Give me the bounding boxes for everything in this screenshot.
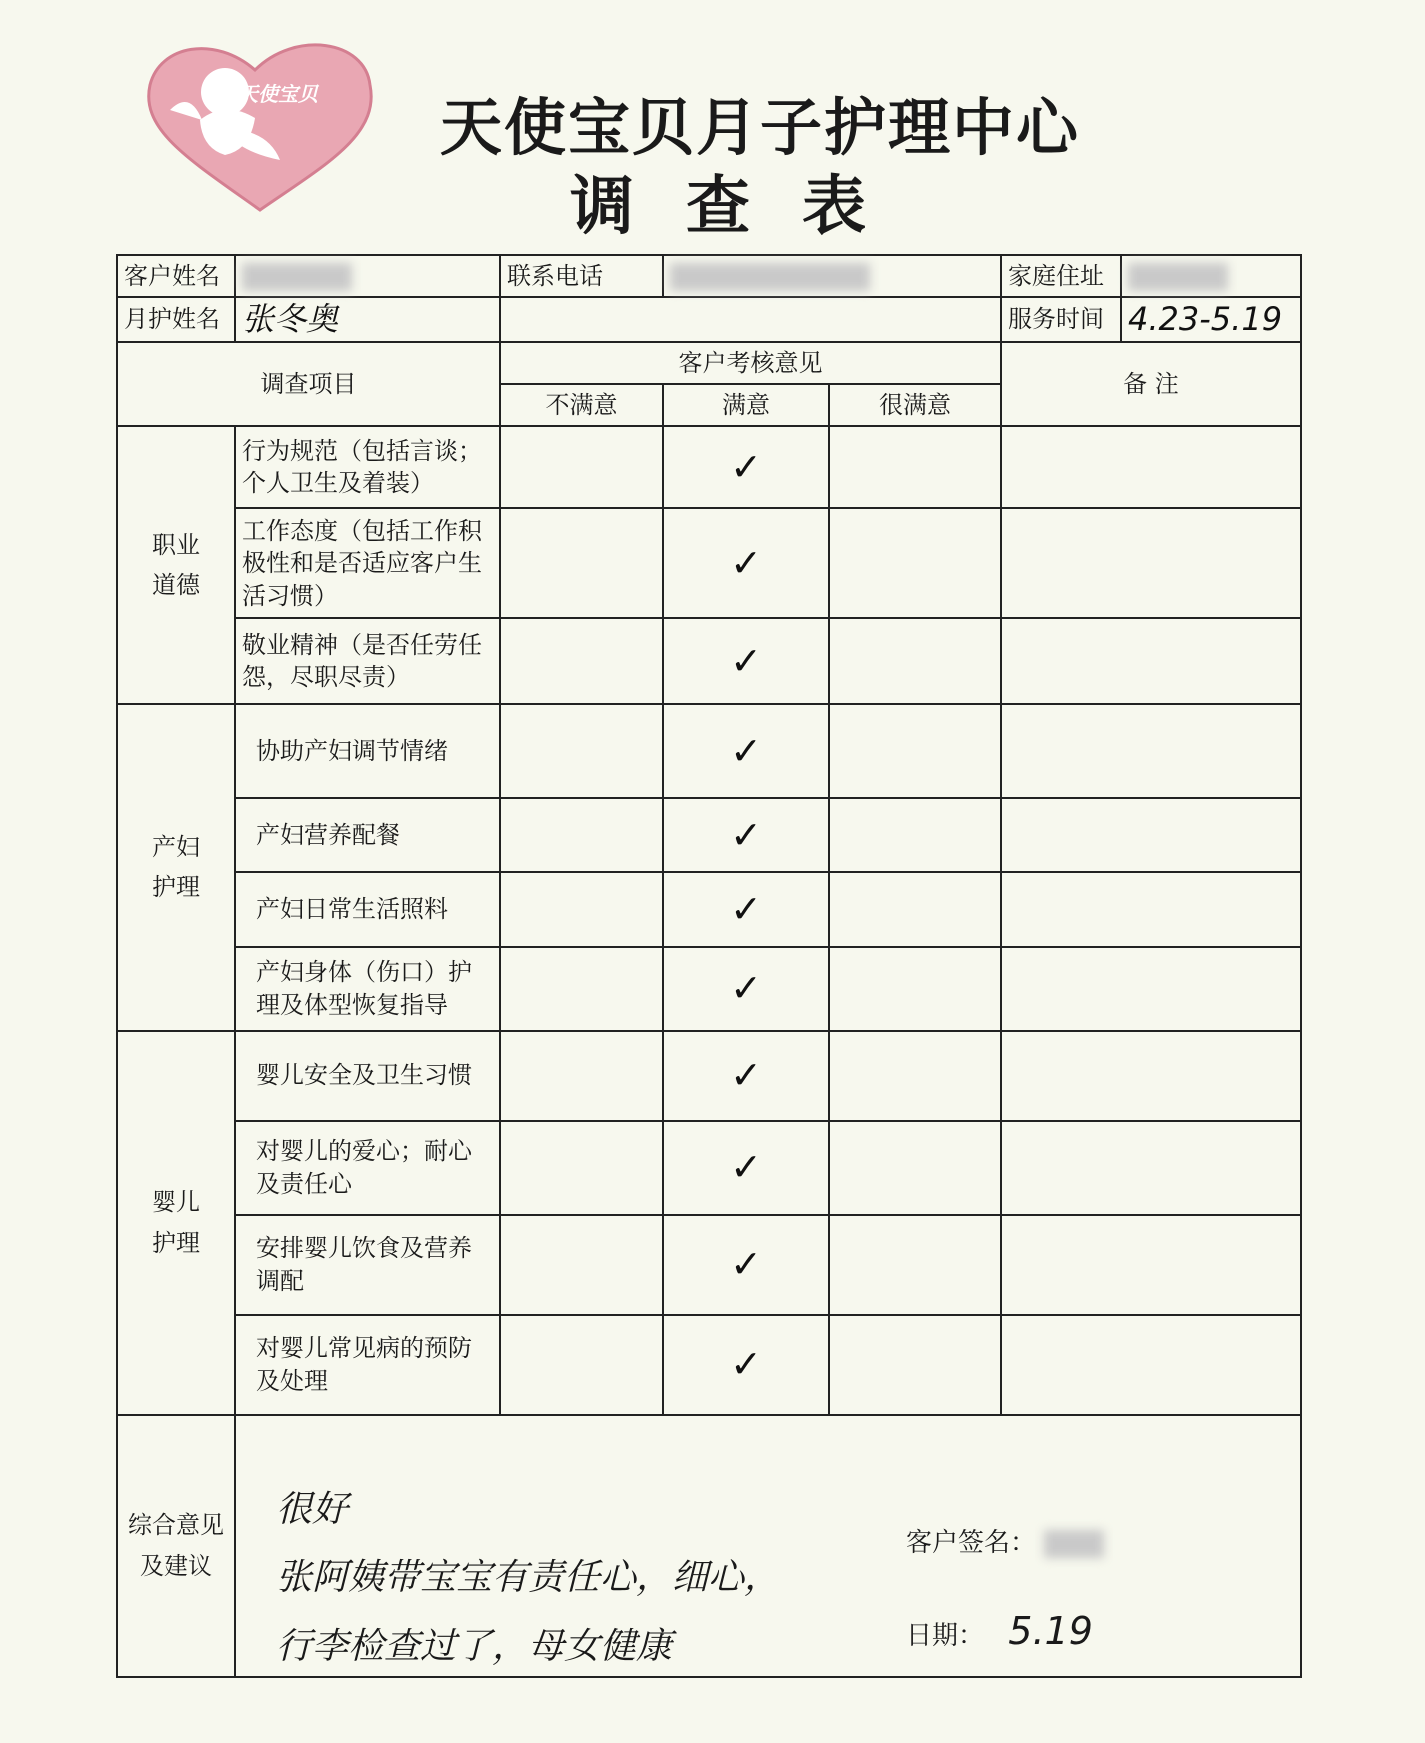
satisfied-check-mark[interactable]: ✓ — [663, 1215, 829, 1315]
comment-line: 行李检查过了，母女健康 — [276, 1625, 673, 1667]
satisfied-check-mark[interactable]: ✓ — [663, 947, 829, 1031]
unsatisfied-cell[interactable] — [500, 426, 663, 508]
nurse-name-value: 张冬奥 — [235, 297, 500, 342]
date-label: 日期： — [906, 1620, 985, 1651]
date-value: 5.19 — [1008, 1608, 1093, 1653]
category-line: 婴儿 — [152, 1187, 200, 1216]
unsatisfied-cell[interactable] — [500, 1315, 663, 1415]
survey-item-text: 行为规范（包括言谈；个人卫生及着装） — [235, 426, 500, 508]
unsatisfied-cell[interactable] — [500, 1215, 663, 1315]
handwritten-comments — [276, 1476, 780, 1681]
document-subtitle: 调查表 — [570, 170, 918, 244]
very-satisfied-cell[interactable] — [829, 1315, 1001, 1415]
remarks-cell[interactable] — [1001, 1031, 1301, 1121]
unsatisfied-cell[interactable] — [500, 508, 663, 618]
signature-field — [906, 1526, 1104, 1561]
table-row — [117, 872, 1301, 946]
table-row — [117, 947, 1301, 1031]
remarks-cell[interactable] — [1001, 947, 1301, 1031]
address-value — [1121, 255, 1301, 297]
satisfied-check-mark[interactable]: ✓ — [663, 798, 829, 872]
comment-line: 张阿姨带宝宝有责任心，细心， — [276, 1557, 781, 1599]
satisfied-check-mark[interactable]: ✓ — [663, 1121, 829, 1215]
summary-row — [117, 1415, 1301, 1677]
survey-item-text: 婴儿安全及卫生习惯 — [235, 1031, 500, 1121]
info-row-2-blank — [500, 297, 1001, 342]
survey-item-text: 对婴儿的爱心；耐心及责任心 — [235, 1121, 500, 1215]
satisfied-check-mark[interactable]: ✓ — [663, 508, 829, 618]
phone-value — [663, 255, 1001, 297]
opinion-header: 客户考核意见 — [500, 342, 1001, 384]
unsatisfied-cell[interactable] — [500, 872, 663, 946]
comment-line: 很好 — [276, 1488, 349, 1530]
very-satisfied-header: 很满意 — [829, 384, 1001, 426]
very-satisfied-cell[interactable] — [829, 508, 1001, 618]
table-row — [117, 704, 1301, 798]
redacted-address — [1128, 263, 1228, 291]
very-satisfied-cell[interactable] — [829, 798, 1001, 872]
survey-item-text: 产妇身体（伤口）护理及体型恢复指导 — [235, 947, 500, 1031]
table-row — [117, 1121, 1301, 1215]
service-time-value: 4.23-5.19 — [1121, 297, 1301, 342]
remarks-cell[interactable] — [1001, 508, 1301, 618]
remarks-cell[interactable] — [1001, 1315, 1301, 1415]
address-label: 家庭住址 — [1001, 255, 1121, 297]
remarks-cell[interactable] — [1001, 704, 1301, 798]
category-infant-care — [117, 1031, 235, 1415]
remarks-cell[interactable] — [1001, 798, 1301, 872]
very-satisfied-cell[interactable] — [829, 704, 1001, 798]
unsatisfied-cell[interactable] — [500, 798, 663, 872]
logo-text: 天使宝贝 — [238, 82, 318, 106]
signature-label: 客户签名： — [906, 1527, 1037, 1558]
survey-item-text: 敬业精神（是否任劳任怨，尽职尽责） — [235, 618, 500, 704]
category-line: 职业 — [152, 530, 200, 559]
satisfied-check-mark[interactable]: ✓ — [663, 1031, 829, 1121]
table-row — [117, 798, 1301, 872]
summary-label — [117, 1415, 235, 1677]
summary-label-line: 及建议 — [140, 1551, 212, 1580]
satisfied-header: 满意 — [663, 384, 829, 426]
client-name-value — [235, 255, 500, 297]
unsatisfied-cell[interactable] — [500, 618, 663, 704]
redacted-phone — [670, 263, 870, 291]
header-row-1 — [117, 342, 1301, 384]
phone-label: 联系电话 — [500, 255, 663, 297]
info-row-1 — [117, 255, 1301, 297]
category-line: 护理 — [152, 1228, 200, 1257]
category-line: 道德 — [152, 571, 200, 600]
service-time-label: 服务时间 — [1001, 297, 1121, 342]
survey-item-header: 调查项目 — [117, 342, 500, 426]
summary-label-line: 综合意见 — [128, 1511, 224, 1540]
remarks-cell[interactable] — [1001, 872, 1301, 946]
table-row — [117, 1031, 1301, 1121]
satisfied-check-mark[interactable]: ✓ — [663, 426, 829, 508]
info-row-2 — [117, 297, 1301, 342]
remarks-cell[interactable] — [1001, 426, 1301, 508]
remarks-header: 备 注 — [1001, 342, 1301, 426]
nurse-name-label: 月护姓名 — [117, 297, 235, 342]
very-satisfied-cell[interactable] — [829, 947, 1001, 1031]
category-maternal-care — [117, 704, 235, 1030]
table-row — [117, 508, 1301, 618]
remarks-cell[interactable] — [1001, 1215, 1301, 1315]
survey-item-text: 产妇营养配餐 — [235, 798, 500, 872]
date-field — [906, 1606, 1093, 1657]
category-line: 产妇 — [152, 832, 200, 861]
summary-content[interactable] — [235, 1415, 1301, 1677]
very-satisfied-cell[interactable] — [829, 1121, 1001, 1215]
survey-item-text: 产妇日常生活照料 — [235, 872, 500, 946]
unsatisfied-cell[interactable] — [500, 1121, 663, 1215]
survey-item-text: 对婴儿常见病的预防及处理 — [235, 1315, 500, 1415]
table-row — [117, 618, 1301, 704]
satisfied-check-mark[interactable]: ✓ — [663, 1315, 829, 1415]
remarks-cell[interactable] — [1001, 618, 1301, 704]
company-logo — [130, 30, 390, 215]
survey-table — [116, 254, 1302, 1678]
redacted-signature — [1044, 1530, 1104, 1558]
remarks-cell[interactable] — [1001, 1121, 1301, 1215]
survey-item-text: 安排婴儿饮食及营养调配 — [235, 1215, 500, 1315]
very-satisfied-cell[interactable] — [829, 1215, 1001, 1315]
satisfied-check-mark[interactable]: ✓ — [663, 618, 829, 704]
category-line: 护理 — [152, 873, 200, 902]
survey-item-text: 工作态度（包括工作积极性和是否适应客户生活习惯） — [235, 508, 500, 618]
table-row — [117, 1315, 1301, 1415]
document-title: 天使宝贝月子护理中心 — [440, 91, 1081, 164]
very-satisfied-cell[interactable] — [829, 426, 1001, 508]
unsatisfied-cell[interactable] — [500, 947, 663, 1031]
client-name-label: 客户姓名 — [117, 255, 235, 297]
very-satisfied-cell[interactable] — [829, 618, 1001, 704]
very-satisfied-cell[interactable] — [829, 1031, 1001, 1121]
table-row — [117, 426, 1301, 508]
table-row — [117, 1215, 1301, 1315]
unsatisfied-cell[interactable] — [500, 1031, 663, 1121]
unsatisfied-header: 不满意 — [500, 384, 663, 426]
very-satisfied-cell[interactable] — [829, 872, 1001, 946]
redacted-client-name — [242, 263, 352, 291]
category-professional-ethics — [117, 426, 235, 704]
satisfied-check-mark[interactable]: ✓ — [663, 704, 829, 798]
satisfied-check-mark[interactable]: ✓ — [663, 872, 829, 946]
unsatisfied-cell[interactable] — [500, 704, 663, 798]
survey-item-text: 协助产妇调节情绪 — [235, 704, 500, 798]
